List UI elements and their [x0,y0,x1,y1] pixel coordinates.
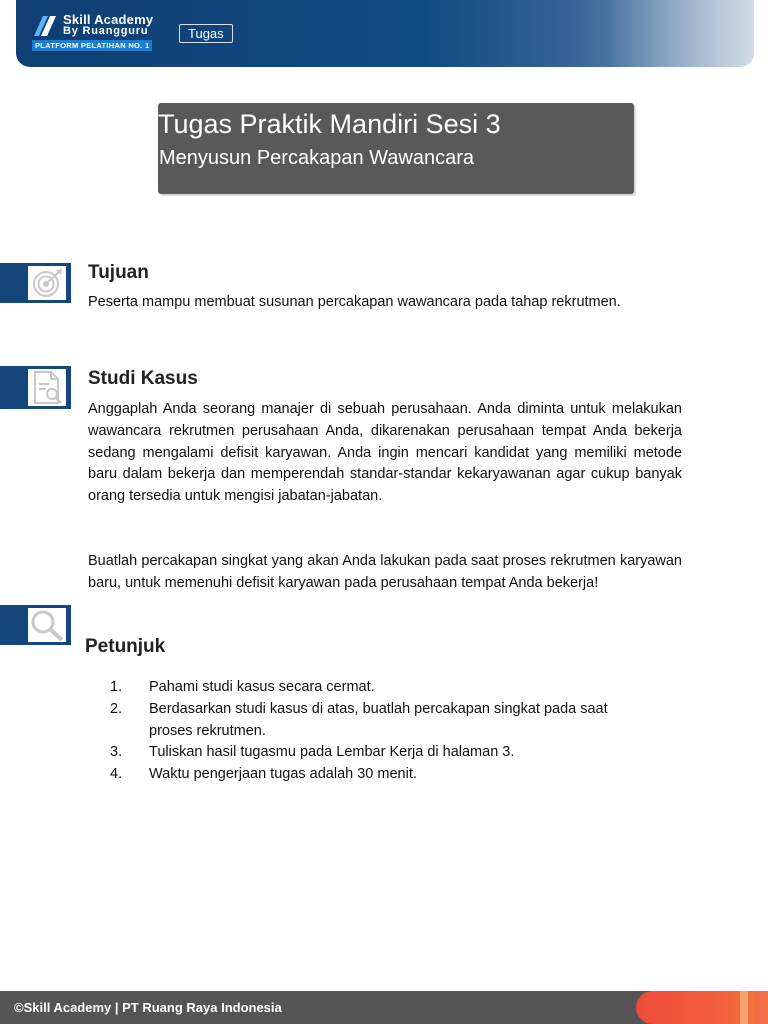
title-box [158,103,634,194]
page-subtitle: Menyusun Percakapan Wawancara [159,147,474,169]
section-title-petunjuk: Petunjuk [85,636,166,657]
document-search-icon [29,369,65,406]
studi-kasus-paragraph-1: Anggaplah Anda seorang manajer di sebuah perusahaan. Anda diminta untuk melakukan wawancara rekrutmen perusahaan Anda, dikarenakan perusahaan tempat Anda bekerja sedang mengalami defisit karyawan. Anda ingin mencari kandidat yang memiliki metode baru dalam bekerja dan memperendah standar-standar kekaryawanan agar cukup banyak orang tersedia untuk mengisi jabatan-jabatan. [88,401,682,505]
skill-academy-logo-icon [32,14,58,38]
tab-tugas[interactable]: Tugas [179,24,233,43]
brand-tagline: PLATFORM PELATIHAN NO. 1 [32,40,152,51]
section-title-studi-kasus: Studi Kasus [88,368,198,389]
header-banner [16,0,754,67]
footer-copyright: ©Skill Academy | PT Ruang Raya Indonesia [14,1000,282,1015]
magnifier-icon [29,608,65,642]
target-icon [29,266,65,300]
list-item: 2. Berdasarkan studi kasus di atas, buatlah percakapan singkat pada saat proses rekrutmen. [110,700,608,739]
instruction-list [110,677,650,786]
footer-bar [0,991,768,1024]
footer-accent-decoration [636,991,768,1024]
section-title-tujuan: Tujuan [88,262,149,283]
list-item: 3. Tuliskan hasil tugasmu pada Lembar Kerja di halaman 3. [110,744,515,761]
header-decoration [574,0,754,67]
section-tab-petunjuk [0,605,71,645]
brand-byline: By Ruangguru [63,25,149,37]
studi-kasus-paragraph-2: Buatlah percakapan singkat yang akan Anda lakukan pada saat proses rekrutmen karyawan baru, untuk memenuhi defisit karyawan pada perusahaan tempat Anda bekerja! [88,553,682,591]
brand-name: Skill Academy [63,12,154,27]
page-title: Tugas Praktik Mandiri Sesi 3 [158,109,501,139]
section-tab-tujuan [0,263,71,303]
section-tab-studi-kasus [0,366,71,409]
tujuan-text: Peserta mampu membuat susunan percakapan wawancara pada tahap rekrutmen. [88,294,621,310]
list-item: 4. Waktu pengerjaan tugas adalah 30 menit. [110,766,417,783]
list-item: 1. Pahami studi kasus secara cermat. [110,679,375,695]
